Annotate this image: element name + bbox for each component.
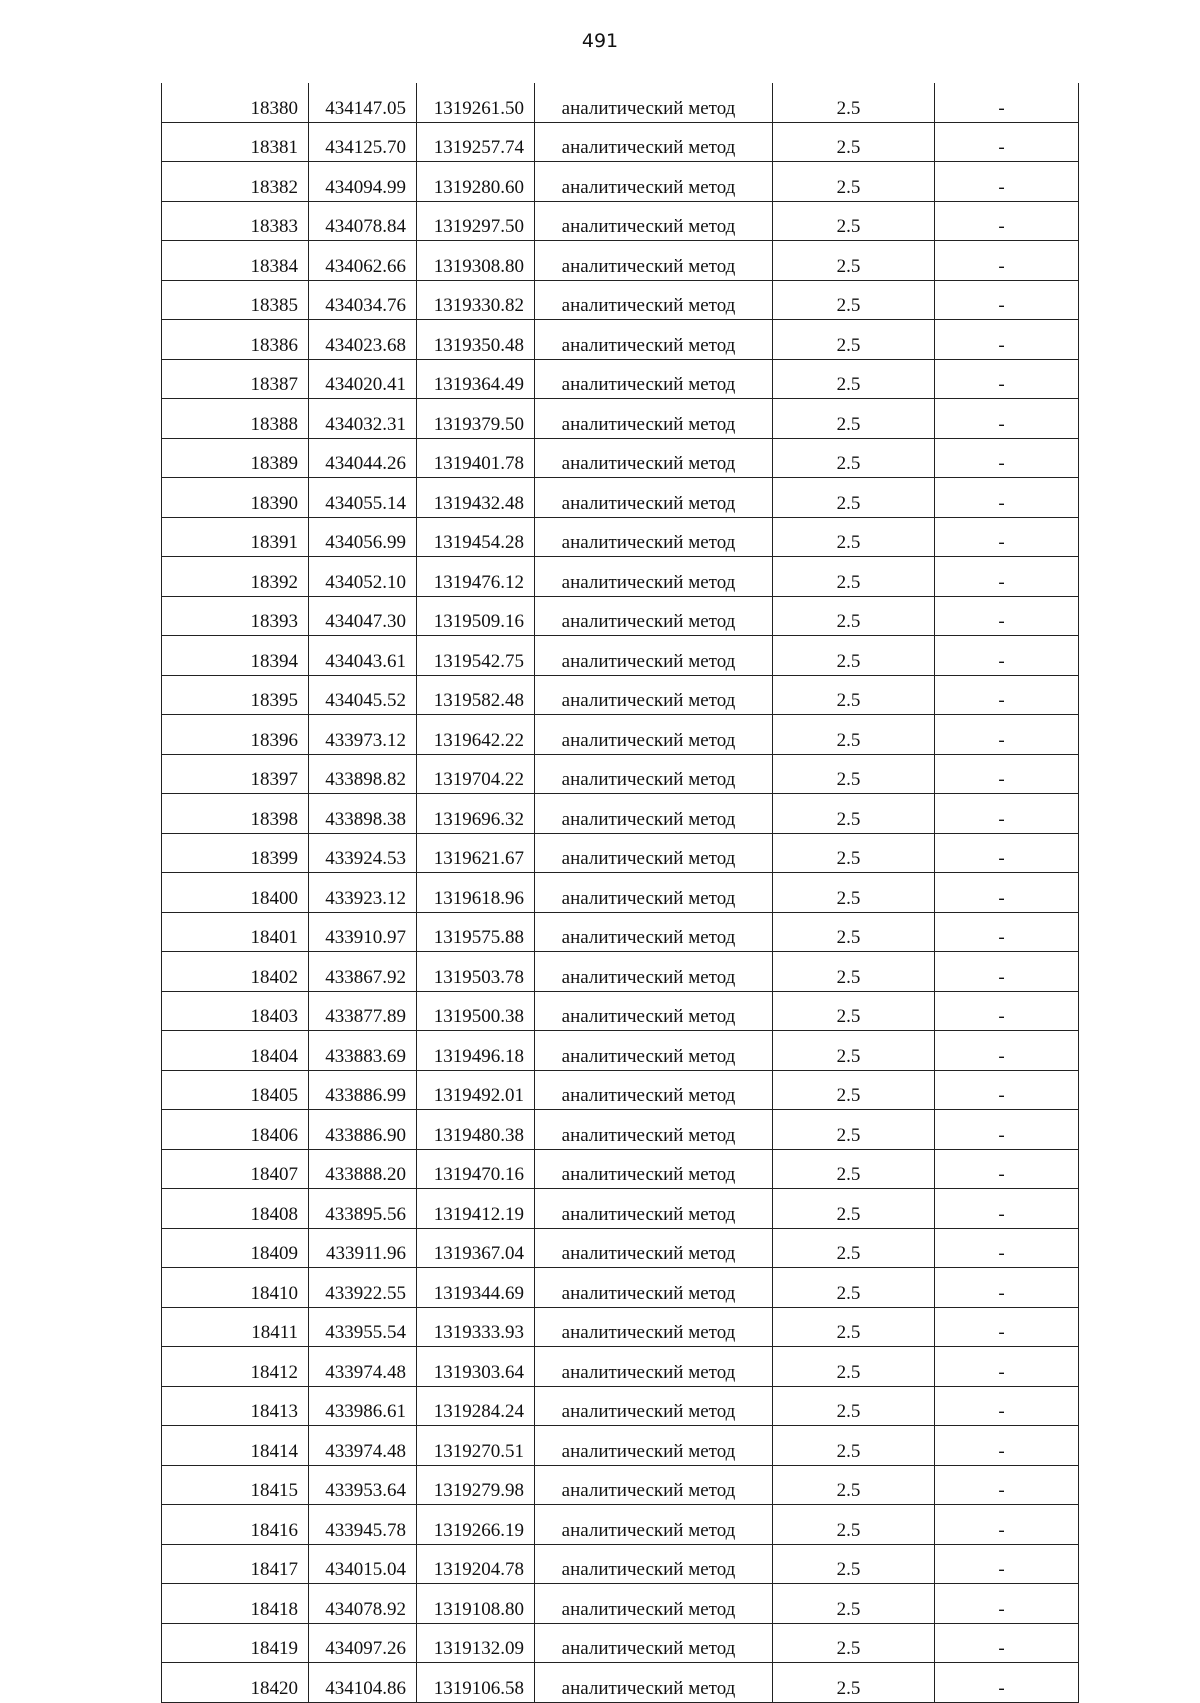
accuracy-cell: 2.5 bbox=[773, 122, 935, 162]
point-number-cell: 18409 bbox=[162, 1228, 309, 1268]
note-cell: - bbox=[935, 1070, 1079, 1110]
y-coordinate-cell: 1319500.38 bbox=[417, 991, 535, 1031]
note-cell: - bbox=[935, 636, 1079, 676]
x-coordinate-cell: 433883.69 bbox=[309, 1031, 417, 1071]
note-cell: - bbox=[935, 1505, 1079, 1545]
y-coordinate-cell: 1319582.48 bbox=[417, 675, 535, 715]
accuracy-cell: 2.5 bbox=[773, 1031, 935, 1071]
x-coordinate-cell: 434015.04 bbox=[309, 1544, 417, 1584]
table-row bbox=[162, 1505, 1079, 1545]
method-cell: аналитический метод bbox=[535, 557, 773, 597]
method-cell: аналитический метод bbox=[535, 715, 773, 755]
note-cell: - bbox=[935, 991, 1079, 1031]
point-number-cell: 18419 bbox=[162, 1623, 309, 1663]
accuracy-cell: 2.5 bbox=[773, 201, 935, 241]
table-row bbox=[162, 991, 1079, 1031]
y-coordinate-cell: 1319470.16 bbox=[417, 1149, 535, 1189]
method-cell: аналитический метод bbox=[535, 1426, 773, 1466]
x-coordinate-cell: 434052.10 bbox=[309, 557, 417, 597]
y-coordinate-cell: 1319379.50 bbox=[417, 399, 535, 439]
note-cell: - bbox=[935, 1623, 1079, 1663]
table-row bbox=[162, 1623, 1079, 1663]
note-cell: - bbox=[935, 517, 1079, 557]
note-cell: - bbox=[935, 1544, 1079, 1584]
note-cell: - bbox=[935, 399, 1079, 439]
method-cell: аналитический метод bbox=[535, 991, 773, 1031]
point-number-cell: 18408 bbox=[162, 1189, 309, 1229]
point-number-cell: 18390 bbox=[162, 478, 309, 518]
method-cell: аналитический метод bbox=[535, 1347, 773, 1387]
y-coordinate-cell: 1319279.98 bbox=[417, 1465, 535, 1505]
y-coordinate-cell: 1319333.93 bbox=[417, 1307, 535, 1347]
note-cell: - bbox=[935, 1386, 1079, 1426]
accuracy-cell: 2.5 bbox=[773, 1070, 935, 1110]
x-coordinate-cell: 434044.26 bbox=[309, 438, 417, 478]
method-cell: аналитический метод bbox=[535, 1623, 773, 1663]
method-cell: аналитический метод bbox=[535, 1663, 773, 1703]
accuracy-cell: 2.5 bbox=[773, 1663, 935, 1703]
accuracy-cell: 2.5 bbox=[773, 912, 935, 952]
accuracy-cell: 2.5 bbox=[773, 83, 935, 122]
table-row bbox=[162, 1426, 1079, 1466]
table-row bbox=[162, 1386, 1079, 1426]
method-cell: аналитический метод bbox=[535, 1110, 773, 1150]
y-coordinate-cell: 1319575.88 bbox=[417, 912, 535, 952]
y-coordinate-cell: 1319476.12 bbox=[417, 557, 535, 597]
y-coordinate-cell: 1319350.48 bbox=[417, 320, 535, 360]
method-cell: аналитический метод bbox=[535, 1031, 773, 1071]
y-coordinate-cell: 1319257.74 bbox=[417, 122, 535, 162]
y-coordinate-cell: 1319503.78 bbox=[417, 952, 535, 992]
note-cell: - bbox=[935, 794, 1079, 834]
accuracy-cell: 2.5 bbox=[773, 636, 935, 676]
y-coordinate-cell: 1319401.78 bbox=[417, 438, 535, 478]
accuracy-cell: 2.5 bbox=[773, 320, 935, 360]
y-coordinate-cell: 1319261.50 bbox=[417, 83, 535, 122]
method-cell: аналитический метод bbox=[535, 1465, 773, 1505]
note-cell: - bbox=[935, 478, 1079, 518]
x-coordinate-cell: 434097.26 bbox=[309, 1623, 417, 1663]
x-coordinate-cell: 433911.96 bbox=[309, 1228, 417, 1268]
note-cell: - bbox=[935, 201, 1079, 241]
point-number-cell: 18413 bbox=[162, 1386, 309, 1426]
note-cell: - bbox=[935, 280, 1079, 320]
accuracy-cell: 2.5 bbox=[773, 1228, 935, 1268]
accuracy-cell: 2.5 bbox=[773, 280, 935, 320]
x-coordinate-cell: 433955.54 bbox=[309, 1307, 417, 1347]
note-cell: - bbox=[935, 557, 1079, 597]
table-row bbox=[162, 912, 1079, 952]
point-number-cell: 18383 bbox=[162, 201, 309, 241]
method-cell: аналитический метод bbox=[535, 1228, 773, 1268]
note-cell: - bbox=[935, 1347, 1079, 1387]
table-row bbox=[162, 636, 1079, 676]
method-cell: аналитический метод bbox=[535, 1189, 773, 1229]
note-cell: - bbox=[935, 162, 1079, 202]
note-cell: - bbox=[935, 715, 1079, 755]
method-cell: аналитический метод bbox=[535, 241, 773, 281]
x-coordinate-cell: 433898.82 bbox=[309, 754, 417, 794]
method-cell: аналитический метод bbox=[535, 438, 773, 478]
method-cell: аналитический метод bbox=[535, 1307, 773, 1347]
table-row bbox=[162, 359, 1079, 399]
note-cell: - bbox=[935, 1465, 1079, 1505]
note-cell: - bbox=[935, 83, 1079, 122]
point-number-cell: 18391 bbox=[162, 517, 309, 557]
x-coordinate-cell: 433886.90 bbox=[309, 1110, 417, 1150]
y-coordinate-cell: 1319496.18 bbox=[417, 1031, 535, 1071]
table-row bbox=[162, 83, 1079, 122]
table-row bbox=[162, 438, 1079, 478]
method-cell: аналитический метод bbox=[535, 1070, 773, 1110]
y-coordinate-cell: 1319266.19 bbox=[417, 1505, 535, 1545]
method-cell: аналитический метод bbox=[535, 399, 773, 439]
point-number-cell: 18418 bbox=[162, 1584, 309, 1624]
accuracy-cell: 2.5 bbox=[773, 241, 935, 281]
y-coordinate-cell: 1319284.24 bbox=[417, 1386, 535, 1426]
x-coordinate-cell: 434032.31 bbox=[309, 399, 417, 439]
x-coordinate-cell: 433867.92 bbox=[309, 952, 417, 992]
x-coordinate-cell: 434045.52 bbox=[309, 675, 417, 715]
method-cell: аналитический метод bbox=[535, 912, 773, 952]
accuracy-cell: 2.5 bbox=[773, 162, 935, 202]
table-row bbox=[162, 557, 1079, 597]
point-number-cell: 18420 bbox=[162, 1663, 309, 1703]
accuracy-cell: 2.5 bbox=[773, 1505, 935, 1545]
point-number-cell: 18387 bbox=[162, 359, 309, 399]
note-cell: - bbox=[935, 122, 1079, 162]
point-number-cell: 18388 bbox=[162, 399, 309, 439]
table-row bbox=[162, 478, 1079, 518]
method-cell: аналитический метод bbox=[535, 162, 773, 202]
x-coordinate-cell: 433974.48 bbox=[309, 1347, 417, 1387]
note-cell: - bbox=[935, 1228, 1079, 1268]
table-row bbox=[162, 952, 1079, 992]
point-number-cell: 18401 bbox=[162, 912, 309, 952]
x-coordinate-cell: 433877.89 bbox=[309, 991, 417, 1031]
accuracy-cell: 2.5 bbox=[773, 596, 935, 636]
accuracy-cell: 2.5 bbox=[773, 873, 935, 913]
note-cell: - bbox=[935, 438, 1079, 478]
point-number-cell: 18389 bbox=[162, 438, 309, 478]
y-coordinate-cell: 1319132.09 bbox=[417, 1623, 535, 1663]
note-cell: - bbox=[935, 873, 1079, 913]
accuracy-cell: 2.5 bbox=[773, 517, 935, 557]
y-coordinate-cell: 1319367.04 bbox=[417, 1228, 535, 1268]
coordinates-table bbox=[161, 83, 1079, 1703]
y-coordinate-cell: 1319492.01 bbox=[417, 1070, 535, 1110]
accuracy-cell: 2.5 bbox=[773, 1268, 935, 1308]
accuracy-cell: 2.5 bbox=[773, 438, 935, 478]
note-cell: - bbox=[935, 1426, 1079, 1466]
method-cell: аналитический метод bbox=[535, 1544, 773, 1584]
note-cell: - bbox=[935, 1189, 1079, 1229]
point-number-cell: 18415 bbox=[162, 1465, 309, 1505]
table-row bbox=[162, 715, 1079, 755]
x-coordinate-cell: 434020.41 bbox=[309, 359, 417, 399]
x-coordinate-cell: 433898.38 bbox=[309, 794, 417, 834]
table-row bbox=[162, 596, 1079, 636]
point-number-cell: 18407 bbox=[162, 1149, 309, 1189]
x-coordinate-cell: 433945.78 bbox=[309, 1505, 417, 1545]
x-coordinate-cell: 434147.05 bbox=[309, 83, 417, 122]
point-number-cell: 18400 bbox=[162, 873, 309, 913]
accuracy-cell: 2.5 bbox=[773, 1623, 935, 1663]
note-cell: - bbox=[935, 320, 1079, 360]
point-number-cell: 18392 bbox=[162, 557, 309, 597]
x-coordinate-cell: 434078.92 bbox=[309, 1584, 417, 1624]
method-cell: аналитический метод bbox=[535, 1584, 773, 1624]
method-cell: аналитический метод bbox=[535, 675, 773, 715]
method-cell: аналитический метод bbox=[535, 83, 773, 122]
note-cell: - bbox=[935, 1031, 1079, 1071]
table-row bbox=[162, 1584, 1079, 1624]
point-number-cell: 18385 bbox=[162, 280, 309, 320]
table-row bbox=[162, 794, 1079, 834]
point-number-cell: 18381 bbox=[162, 122, 309, 162]
point-number-cell: 18411 bbox=[162, 1307, 309, 1347]
table-row bbox=[162, 1268, 1079, 1308]
note-cell: - bbox=[935, 1307, 1079, 1347]
point-number-cell: 18398 bbox=[162, 794, 309, 834]
point-number-cell: 18384 bbox=[162, 241, 309, 281]
accuracy-cell: 2.5 bbox=[773, 399, 935, 439]
x-coordinate-cell: 433922.55 bbox=[309, 1268, 417, 1308]
accuracy-cell: 2.5 bbox=[773, 1584, 935, 1624]
accuracy-cell: 2.5 bbox=[773, 1149, 935, 1189]
point-number-cell: 18403 bbox=[162, 991, 309, 1031]
note-cell: - bbox=[935, 1663, 1079, 1703]
y-coordinate-cell: 1319432.48 bbox=[417, 478, 535, 518]
method-cell: аналитический метод bbox=[535, 201, 773, 241]
accuracy-cell: 2.5 bbox=[773, 478, 935, 518]
method-cell: аналитический метод bbox=[535, 794, 773, 834]
accuracy-cell: 2.5 bbox=[773, 1426, 935, 1466]
method-cell: аналитический метод bbox=[535, 1149, 773, 1189]
accuracy-cell: 2.5 bbox=[773, 715, 935, 755]
note-cell: - bbox=[935, 952, 1079, 992]
x-coordinate-cell: 433953.64 bbox=[309, 1465, 417, 1505]
accuracy-cell: 2.5 bbox=[773, 1189, 935, 1229]
point-number-cell: 18382 bbox=[162, 162, 309, 202]
method-cell: аналитический метод bbox=[535, 754, 773, 794]
table-row bbox=[162, 320, 1079, 360]
y-coordinate-cell: 1319542.75 bbox=[417, 636, 535, 676]
x-coordinate-cell: 434034.76 bbox=[309, 280, 417, 320]
table-row bbox=[162, 1031, 1079, 1071]
accuracy-cell: 2.5 bbox=[773, 1544, 935, 1584]
table-row bbox=[162, 675, 1079, 715]
table-row bbox=[162, 1228, 1079, 1268]
y-coordinate-cell: 1319696.32 bbox=[417, 794, 535, 834]
accuracy-cell: 2.5 bbox=[773, 754, 935, 794]
table-row bbox=[162, 1663, 1079, 1703]
point-number-cell: 18402 bbox=[162, 952, 309, 992]
y-coordinate-cell: 1319704.22 bbox=[417, 754, 535, 794]
method-cell: аналитический метод bbox=[535, 1505, 773, 1545]
note-cell: - bbox=[935, 912, 1079, 952]
method-cell: аналитический метод bbox=[535, 1386, 773, 1426]
note-cell: - bbox=[935, 1268, 1079, 1308]
coordinates-table-body bbox=[162, 83, 1079, 1702]
point-number-cell: 18414 bbox=[162, 1426, 309, 1466]
method-cell: аналитический метод bbox=[535, 873, 773, 913]
method-cell: аналитический метод bbox=[535, 122, 773, 162]
method-cell: аналитический метод bbox=[535, 359, 773, 399]
y-coordinate-cell: 1319106.58 bbox=[417, 1663, 535, 1703]
table-row bbox=[162, 399, 1079, 439]
x-coordinate-cell: 434043.61 bbox=[309, 636, 417, 676]
y-coordinate-cell: 1319621.67 bbox=[417, 833, 535, 873]
table-row bbox=[162, 1070, 1079, 1110]
y-coordinate-cell: 1319297.50 bbox=[417, 201, 535, 241]
table-row bbox=[162, 754, 1079, 794]
point-number-cell: 18412 bbox=[162, 1347, 309, 1387]
y-coordinate-cell: 1319308.80 bbox=[417, 241, 535, 281]
x-coordinate-cell: 433888.20 bbox=[309, 1149, 417, 1189]
note-cell: - bbox=[935, 1110, 1079, 1150]
y-coordinate-cell: 1319480.38 bbox=[417, 1110, 535, 1150]
x-coordinate-cell: 434078.84 bbox=[309, 201, 417, 241]
y-coordinate-cell: 1319364.49 bbox=[417, 359, 535, 399]
table-row bbox=[162, 1189, 1079, 1229]
y-coordinate-cell: 1319204.78 bbox=[417, 1544, 535, 1584]
method-cell: аналитический метод bbox=[535, 636, 773, 676]
table-row bbox=[162, 1347, 1079, 1387]
point-number-cell: 18417 bbox=[162, 1544, 309, 1584]
y-coordinate-cell: 1319412.19 bbox=[417, 1189, 535, 1229]
x-coordinate-cell: 433986.61 bbox=[309, 1386, 417, 1426]
x-coordinate-cell: 433923.12 bbox=[309, 873, 417, 913]
x-coordinate-cell: 434062.66 bbox=[309, 241, 417, 281]
method-cell: аналитический метод bbox=[535, 596, 773, 636]
method-cell: аналитический метод bbox=[535, 280, 773, 320]
x-coordinate-cell: 434056.99 bbox=[309, 517, 417, 557]
table-row bbox=[162, 241, 1079, 281]
method-cell: аналитический метод bbox=[535, 478, 773, 518]
method-cell: аналитический метод bbox=[535, 952, 773, 992]
accuracy-cell: 2.5 bbox=[773, 991, 935, 1031]
note-cell: - bbox=[935, 1149, 1079, 1189]
method-cell: аналитический метод bbox=[535, 833, 773, 873]
table-row bbox=[162, 517, 1079, 557]
table-row bbox=[162, 833, 1079, 873]
point-number-cell: 18386 bbox=[162, 320, 309, 360]
note-cell: - bbox=[935, 1584, 1079, 1624]
method-cell: аналитический метод bbox=[535, 320, 773, 360]
table-row bbox=[162, 873, 1079, 913]
accuracy-cell: 2.5 bbox=[773, 833, 935, 873]
point-number-cell: 18395 bbox=[162, 675, 309, 715]
point-number-cell: 18399 bbox=[162, 833, 309, 873]
point-number-cell: 18396 bbox=[162, 715, 309, 755]
accuracy-cell: 2.5 bbox=[773, 1386, 935, 1426]
x-coordinate-cell: 433895.56 bbox=[309, 1189, 417, 1229]
y-coordinate-cell: 1319642.22 bbox=[417, 715, 535, 755]
table-row bbox=[162, 1544, 1079, 1584]
point-number-cell: 18405 bbox=[162, 1070, 309, 1110]
x-coordinate-cell: 433974.48 bbox=[309, 1426, 417, 1466]
point-number-cell: 18394 bbox=[162, 636, 309, 676]
accuracy-cell: 2.5 bbox=[773, 952, 935, 992]
y-coordinate-cell: 1319108.80 bbox=[417, 1584, 535, 1624]
x-coordinate-cell: 433924.53 bbox=[309, 833, 417, 873]
y-coordinate-cell: 1319330.82 bbox=[417, 280, 535, 320]
table-row bbox=[162, 122, 1079, 162]
y-coordinate-cell: 1319454.28 bbox=[417, 517, 535, 557]
y-coordinate-cell: 1319618.96 bbox=[417, 873, 535, 913]
table-row bbox=[162, 1307, 1079, 1347]
x-coordinate-cell: 433973.12 bbox=[309, 715, 417, 755]
x-coordinate-cell: 434094.99 bbox=[309, 162, 417, 202]
table-row bbox=[162, 1149, 1079, 1189]
point-number-cell: 18416 bbox=[162, 1505, 309, 1545]
point-number-cell: 18410 bbox=[162, 1268, 309, 1308]
y-coordinate-cell: 1319509.16 bbox=[417, 596, 535, 636]
method-cell: аналитический метод bbox=[535, 1268, 773, 1308]
accuracy-cell: 2.5 bbox=[773, 794, 935, 834]
point-number-cell: 18397 bbox=[162, 754, 309, 794]
note-cell: - bbox=[935, 241, 1079, 281]
note-cell: - bbox=[935, 359, 1079, 399]
x-coordinate-cell: 434055.14 bbox=[309, 478, 417, 518]
point-number-cell: 18380 bbox=[162, 83, 309, 122]
x-coordinate-cell: 434047.30 bbox=[309, 596, 417, 636]
table-row bbox=[162, 162, 1079, 202]
note-cell: - bbox=[935, 675, 1079, 715]
accuracy-cell: 2.5 bbox=[773, 675, 935, 715]
y-coordinate-cell: 1319303.64 bbox=[417, 1347, 535, 1387]
table-row bbox=[162, 201, 1079, 241]
note-cell: - bbox=[935, 833, 1079, 873]
page-number: 491 bbox=[581, 30, 619, 52]
method-cell: аналитический метод bbox=[535, 517, 773, 557]
table-row bbox=[162, 1110, 1079, 1150]
x-coordinate-cell: 434125.70 bbox=[309, 122, 417, 162]
note-cell: - bbox=[935, 754, 1079, 794]
x-coordinate-cell: 433886.99 bbox=[309, 1070, 417, 1110]
x-coordinate-cell: 433910.97 bbox=[309, 912, 417, 952]
y-coordinate-cell: 1319344.69 bbox=[417, 1268, 535, 1308]
point-number-cell: 18406 bbox=[162, 1110, 309, 1150]
accuracy-cell: 2.5 bbox=[773, 359, 935, 399]
y-coordinate-cell: 1319280.60 bbox=[417, 162, 535, 202]
table-row bbox=[162, 280, 1079, 320]
table-row bbox=[162, 1465, 1079, 1505]
x-coordinate-cell: 434104.86 bbox=[309, 1663, 417, 1703]
point-number-cell: 18404 bbox=[162, 1031, 309, 1071]
x-coordinate-cell: 434023.68 bbox=[309, 320, 417, 360]
accuracy-cell: 2.5 bbox=[773, 1347, 935, 1387]
point-number-cell: 18393 bbox=[162, 596, 309, 636]
note-cell: - bbox=[935, 596, 1079, 636]
accuracy-cell: 2.5 bbox=[773, 1465, 935, 1505]
accuracy-cell: 2.5 bbox=[773, 557, 935, 597]
y-coordinate-cell: 1319270.51 bbox=[417, 1426, 535, 1466]
accuracy-cell: 2.5 bbox=[773, 1307, 935, 1347]
accuracy-cell: 2.5 bbox=[773, 1110, 935, 1150]
